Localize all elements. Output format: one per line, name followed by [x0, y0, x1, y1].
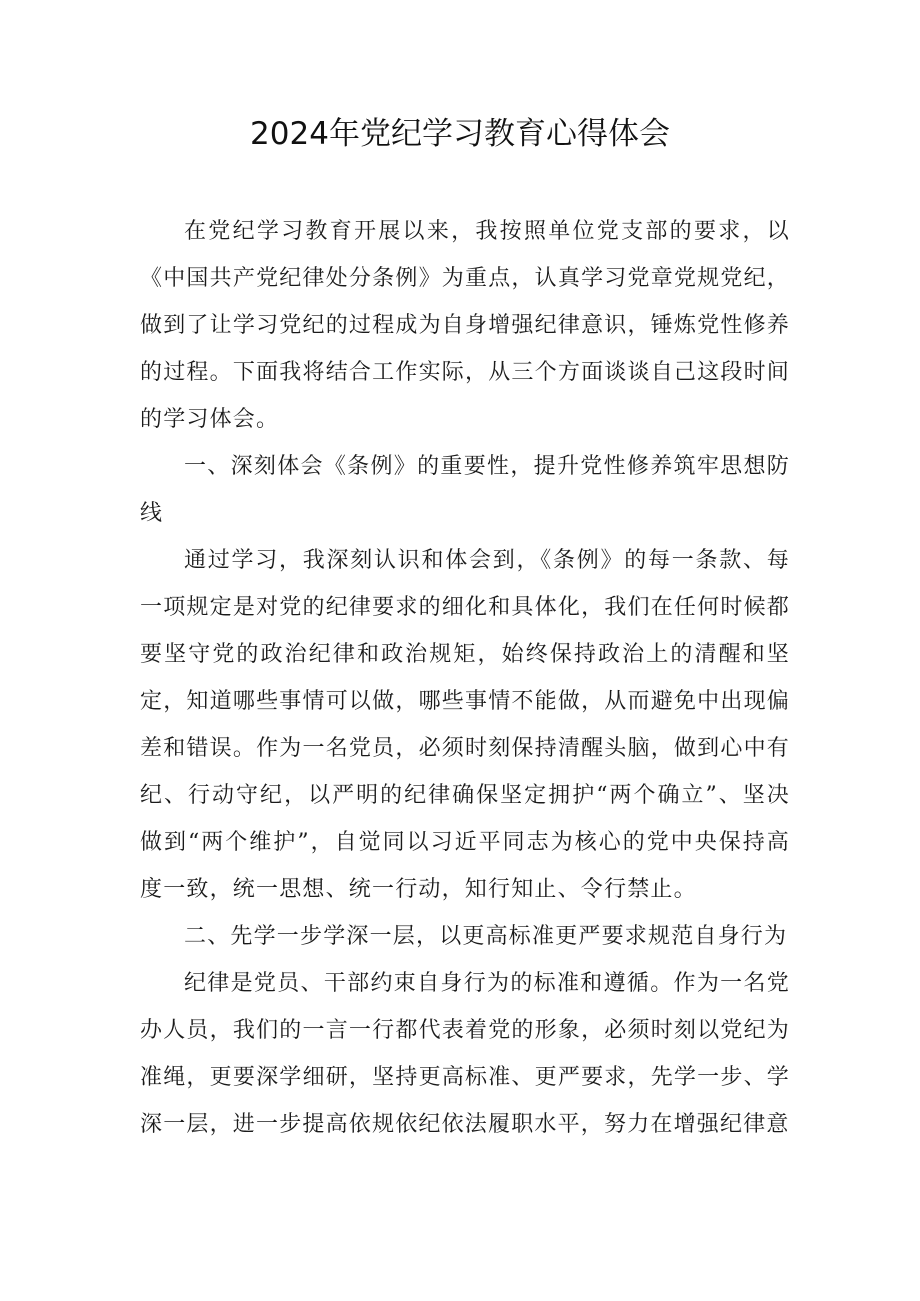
- document-title: 2024年党纪学习教育心得体会: [250, 116, 670, 152]
- intro-paragraph: 在党纪学习教育开展以来，我按照单位党支部的要求，以《中国共产党纪律处分条例》为重点，认真学习党章党规党纪，做到了让学习党纪的过程成为自身增强纪律意识，锤炼党性修养的过程。下面我将结合工作实际，从三个方面谈谈自己这段时间的学习体会。: [140, 219, 790, 432]
- document-body: [140, 208, 790, 1148]
- section-heading-1: 一、深刻体会《条例》的重要性，提升党性修养筑牢思想防线: [140, 454, 790, 526]
- section-2-paragraph: 纪律是党员、干部约束自身行为的标准和遵循。作为一名党办人员，我们的一言一行都代表着党的形象，必须时刻以党纪为准绳，更要深学细研，坚持更高标准、更严要求，先学一步、学深一层，进一步提高依规依纪依法履职水平，努力在增强纪律意: [140, 971, 790, 1137]
- section-1-paragraph: 通过学习，我深刻认识和体会到，《条例》的每一条款、每一项规定是对党的纪律要求的细化和具体化，我们在任何时候都要坚守党的政治纪律和政治规矩，始终保持政治上的清醒和坚定，知道哪些事情可以做，哪些事情不能做，从而避免中出现偏差和错误。作为一名党员，必须时刻保持清醒头脑，做到心中有纪、行动守纪，以严明的纪律确保坚定拥护“两个确立”、坚决做到“两个维护”，自觉同以习近平同志为核心的党中央保持高度一致，统一思想、统一行动，知行知止、令行禁止。: [140, 548, 790, 902]
- section-heading-2: 二、先学一步学深一层，以更高标准更严要求规范自身行为: [184, 924, 788, 949]
